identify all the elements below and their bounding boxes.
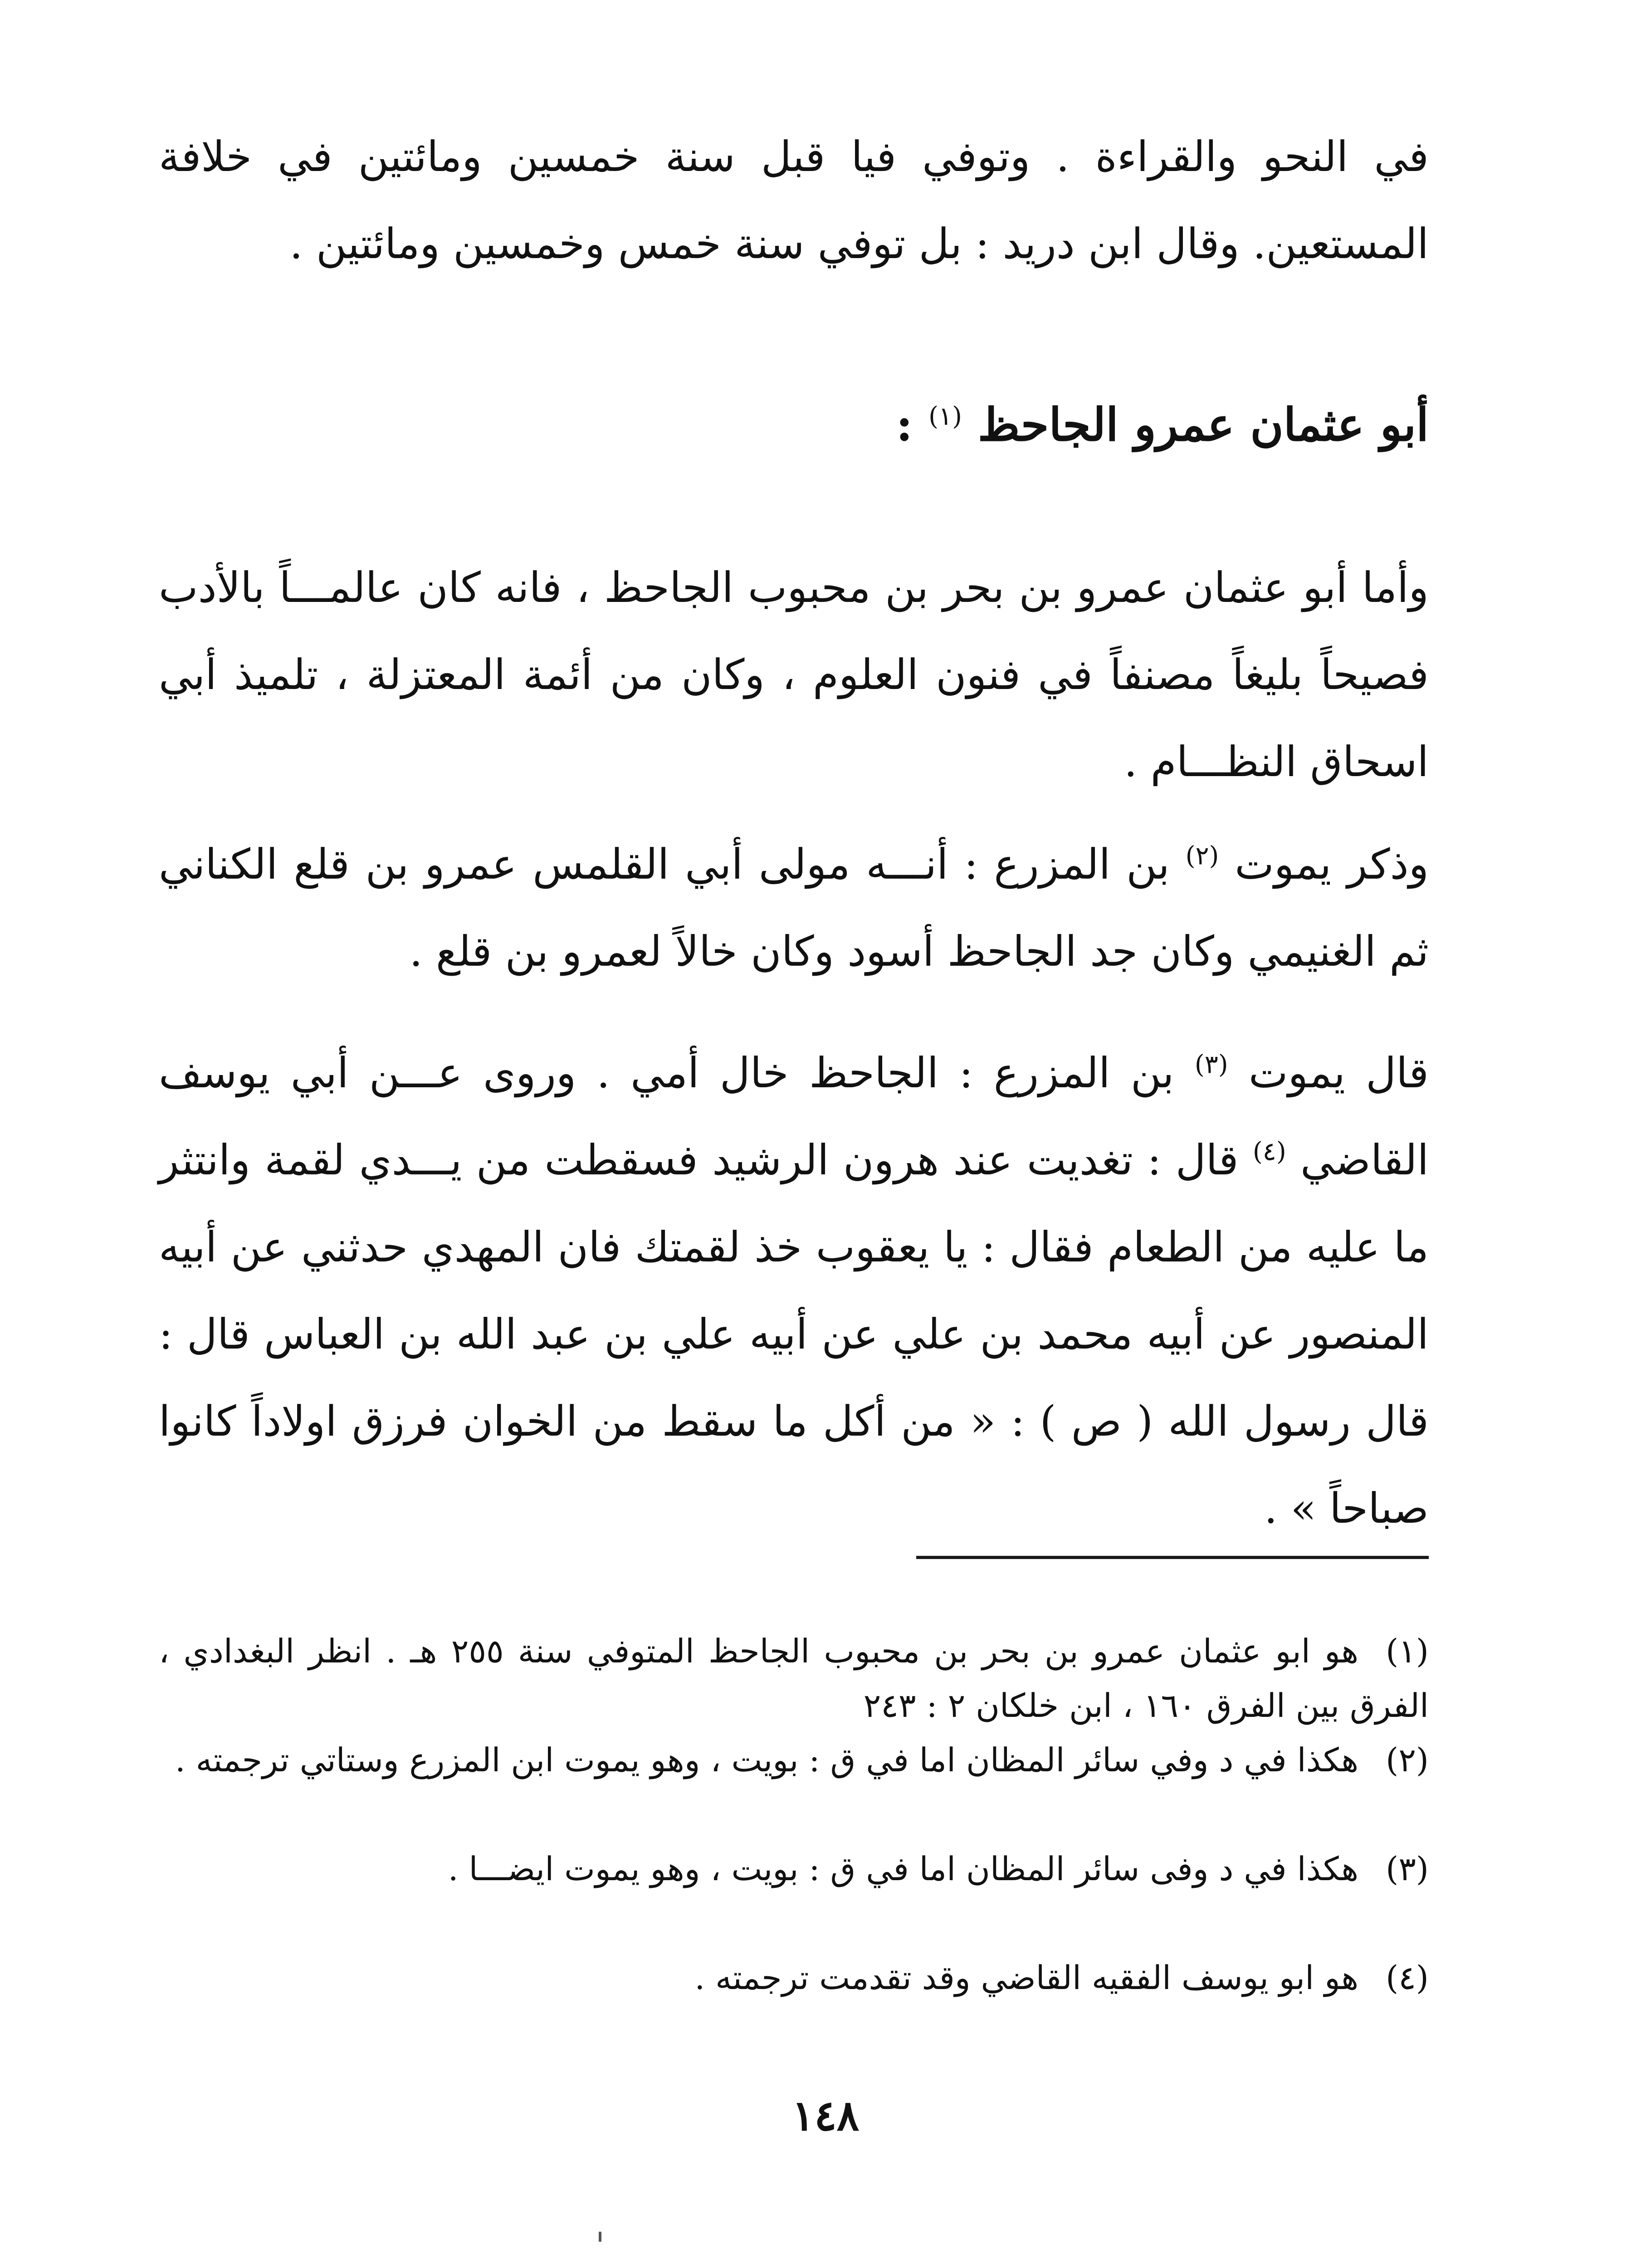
paragraph-narration-text-c: قال : تغديت عند هرون الرشيد فسقطت من يـــدي لقمة وانتثر ما عليه من الطعام فقال : يا يعقوب خذ لقمتك فان المهدي حدثني عن أبيه المنصور عن أبيه محمد بن علي عن أبيه علي بن عبد الله بن العباس قال : قال رسول الله ( ص ) : « من أكل ما سقط من الخوان فرزق اولاداً كانوا صباحاً » . xyxy=(159,1136,1429,1533)
footnote-3-text: هكذا في د وفى سائر المظان اما في ق : بويت ، وهو يموت ايضـــا . xyxy=(448,1850,1359,1888)
paragraph-narration-text-b: بن المزرع : الجاحظ خال أمي . وروى عـــن أبي يوسف القاضي xyxy=(159,1049,1429,1184)
section-heading xyxy=(159,381,1429,468)
paragraph-lineage xyxy=(159,821,1429,995)
footnote-4-text: هو ابو يوسف الفقيه القاضي وقد تقدمت ترجمته . xyxy=(694,1959,1359,1997)
footnote-2 xyxy=(159,1733,1429,1787)
section-heading-colon: : xyxy=(896,398,913,451)
footnote-4 xyxy=(159,1950,1429,2005)
footnote-ref-3: (٣) xyxy=(1194,1050,1228,1080)
footnote-2-text: هكذا في د وفي سائر المظان اما في ق : بويت ، وهو يموت ابن المزرع وستاتي ترجمته . xyxy=(175,1741,1359,1779)
footnote-ref-4: (٤) xyxy=(1252,1137,1286,1167)
paragraph-narration xyxy=(159,1030,1429,1552)
paragraph-biography xyxy=(159,544,1429,806)
paragraph-biography-text: وأما أبو عثمان عمرو بن بحر بن محبوب الجاحظ ، فانه كان عالمـــاً بالأدب فصيحاً بليغاً مصنفاً في فنون العلوم ، وكان من أئمة المعتزلة ، تلميذ أبي اسحاق النظـــام . xyxy=(159,563,1429,786)
footnote-1 xyxy=(159,1624,1429,1733)
footnote-ref-2: (٢) xyxy=(1185,841,1219,871)
footnote-3-number: (٣) xyxy=(1386,1850,1429,1888)
footnote-ref-1: (١) xyxy=(928,401,962,431)
footnote-2-number: (٢) xyxy=(1386,1741,1429,1779)
section-heading-text: أبو عثمان عمرو الجاحظ xyxy=(977,398,1429,451)
footnote-4-number: (٤) xyxy=(1386,1959,1429,1997)
paragraph-lineage-text-b: بن المزرع : أنـــه مولى أبي القلمس عمرو بن قلع الكناني ثم الغنيمي وكان جد الجاحظ أسود وكان خالاً لعمرو بن قلع . xyxy=(159,840,1429,976)
paragraph-intro-text: في النحو والقراءة . وتوفي فيا قبل سنة خمسين ومائتين في خلافة المستعين. وقال ابن دريد : بل توفي سنة خمس وخمسين ومائتين . xyxy=(159,132,1429,268)
footnote-1-number: (١) xyxy=(1386,1632,1429,1670)
paragraph-narration-text-a: قال يموت xyxy=(1248,1049,1429,1097)
footnote-1-text: هو ابو عثمان عمرو بن بحر بن محبوب الجاحظ المتوفي سنة ٢٥٥ هـ . انظر البغدادي ، الفرق بين الفرق ١٦٠ ، ابن خلكان ٢ : ٢٤٣ xyxy=(159,1632,1429,1725)
page-number: ١٤٨ xyxy=(791,2091,860,2140)
paragraph-intro xyxy=(159,113,1429,288)
footnote-divider xyxy=(916,1556,1429,1559)
paragraph-lineage-text-a: وذكر يموت xyxy=(1235,840,1429,889)
footnote-3 xyxy=(159,1842,1429,1896)
scan-speck xyxy=(599,2232,601,2242)
